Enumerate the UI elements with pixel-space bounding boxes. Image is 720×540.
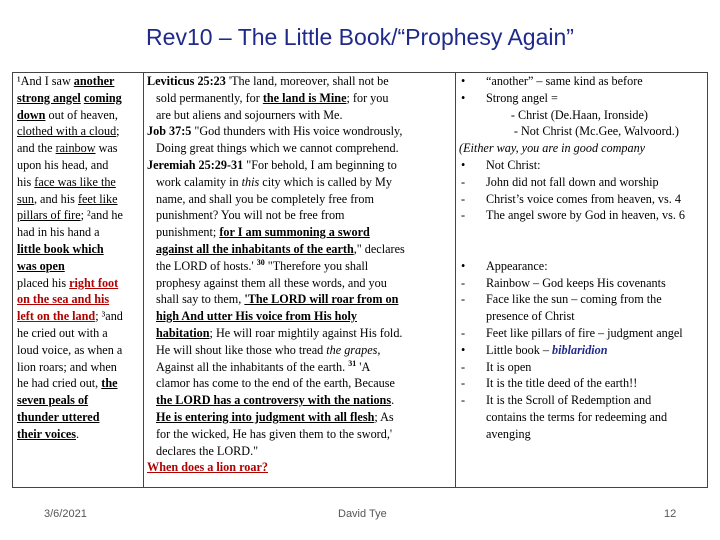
footer-author: David Tye [338, 508, 387, 520]
page-title: Rev10 – The Little Book/“Prophesy Again” [146, 24, 574, 50]
note-item: • Not Christ: [456, 157, 707, 174]
text-line: punishment; for I am summoning a sword [156, 225, 370, 240]
text-line: ¹And I saw another [17, 74, 115, 88]
notes-column [456, 73, 709, 487]
dash-icon: - [461, 376, 466, 391]
text-line: sun, and his feet like [17, 191, 118, 206]
content-table [12, 72, 708, 488]
note-item: - John did not fall down and worship [456, 174, 707, 191]
text-line: work calamity in this city which is called by My [156, 174, 392, 189]
text-line: Against all the inhabitants of the earth. $^{31}$ 'A [156, 358, 371, 374]
dash-icon: - [461, 359, 466, 374]
footer-date: 3/6/2021 [44, 508, 87, 520]
text-line: Doing great things which we cannot comprehend. [156, 141, 399, 156]
text-line: for the wicked, He has given them to the sword,' [156, 426, 393, 441]
text-line: Job 37:5 "God thunders with His voice wondrously, [147, 124, 403, 139]
dash-icon: - [461, 275, 466, 290]
note-item: - It is open [456, 359, 707, 376]
note-item: • Strong angel = [456, 90, 707, 107]
text-line: punishment? You will not be free from [156, 208, 345, 223]
scripture-column [13, 73, 144, 487]
note-line: - Christ (De.Haan, Ironside) [510, 107, 648, 122]
note-item: • Little book – biblaridion [456, 342, 707, 359]
text-line: he cried out with a [17, 325, 108, 340]
text-line: left on the land; ³and [17, 309, 123, 324]
text-line: He is entering into judgment with all flesh; As [156, 409, 394, 424]
bullet-icon: • [461, 90, 466, 105]
text-line: Leviticus 25:23 'The land, moreover, shall not be [147, 74, 389, 88]
dash-icon: - [461, 208, 466, 223]
note-item: • “another” – same kind as before [456, 73, 707, 90]
note-item: - It is the title deed of the earth!! [456, 375, 707, 392]
text-line: down out of heaven, [17, 107, 118, 122]
text-line: clamor has come to the end of the earth, Because [156, 376, 395, 391]
footer-page-number: 12 [664, 508, 677, 520]
text-line: are but aliens and sojourners with Me. [156, 107, 343, 122]
text-line: on the sea and his [17, 292, 110, 307]
text-line: loud voice, as when a [17, 342, 123, 357]
bullet-icon: • [461, 74, 466, 88]
text-line: their voices. [17, 426, 80, 441]
note-item: contains the terms for redeeming and [486, 409, 668, 424]
lion-roar-question: When does a lion roar? [147, 460, 268, 475]
note-item: presence of Christ [486, 309, 575, 324]
text-line: had in his hand a [17, 225, 100, 240]
text-line: the LORD has a controversy with the nations. [156, 393, 395, 408]
text-line: clothed with a cloud; [17, 124, 120, 139]
bullet-icon: • [461, 342, 466, 357]
text-line: shall say to them, 'The LORD will roar from on [156, 292, 399, 307]
dash-icon: - [461, 292, 466, 307]
note-line: - Not Christ (Mc.Gee, Walvoord.) [513, 124, 679, 139]
bullet-icon: • [461, 258, 466, 273]
text-line: and the rainbow was [17, 141, 118, 156]
note-line: (Either way, you are in good company [459, 141, 646, 156]
dash-icon: - [461, 325, 466, 340]
text-line: lion roars; and when [17, 359, 117, 374]
text-line: sold permanently, for the land is Mine; for you [156, 90, 389, 105]
cross-reference-column [144, 73, 456, 487]
text-line: He will shout like those who tread the grapes, [156, 342, 381, 357]
text-line: little book which [17, 241, 104, 256]
text-line: habitation; He will roar mightily against His fold. [156, 325, 403, 340]
text-line: was open [17, 258, 65, 273]
dash-icon: - [461, 393, 466, 408]
note-item: - It is the Scroll of Redemption and [456, 392, 707, 409]
note-item: - Christ’s voice comes from heaven, vs. 4 [456, 191, 707, 208]
text-line: he had cried out, the [17, 376, 118, 391]
note-item: - Face like the sun – coming from the [456, 291, 707, 308]
text-line: the LORD of hosts.' $^{30}$ "Therefore you shall [156, 257, 369, 273]
note-item: - Rainbow – God keeps His covenants [456, 275, 707, 292]
bullet-icon: • [461, 157, 466, 172]
text-line: seven peals of [17, 393, 89, 408]
text-line: pillars of fire; ²and he [17, 208, 123, 223]
text-line: against all the inhabitants of the earth," declares [156, 241, 405, 256]
text-line: placed his right foot [17, 275, 119, 290]
note-item: - Feet like pillars of fire – judgment angel [456, 325, 707, 342]
note-item: avenging [486, 426, 531, 441]
text-line: strong angel coming [17, 90, 122, 105]
text-line: his face was like the [17, 174, 116, 189]
dash-icon: - [461, 174, 466, 189]
note-item: - The angel swore by God in heaven, vs. 6 [456, 207, 707, 224]
text-line: prophesy against them all these words, and you [156, 275, 387, 290]
text-line: declares the LORD." [156, 443, 259, 458]
dash-icon: - [461, 191, 466, 206]
text-line: thunder uttered [17, 409, 100, 424]
text-line: upon his head, and [17, 157, 109, 172]
text-line: name, and shall you be completely free from [156, 191, 374, 206]
note-item: • Appearance: [456, 258, 707, 275]
text-line: Jeremiah 25:29-31 "For behold, I am beginning to [147, 157, 397, 172]
text-line: high And utter His voice from His holy [156, 309, 357, 324]
